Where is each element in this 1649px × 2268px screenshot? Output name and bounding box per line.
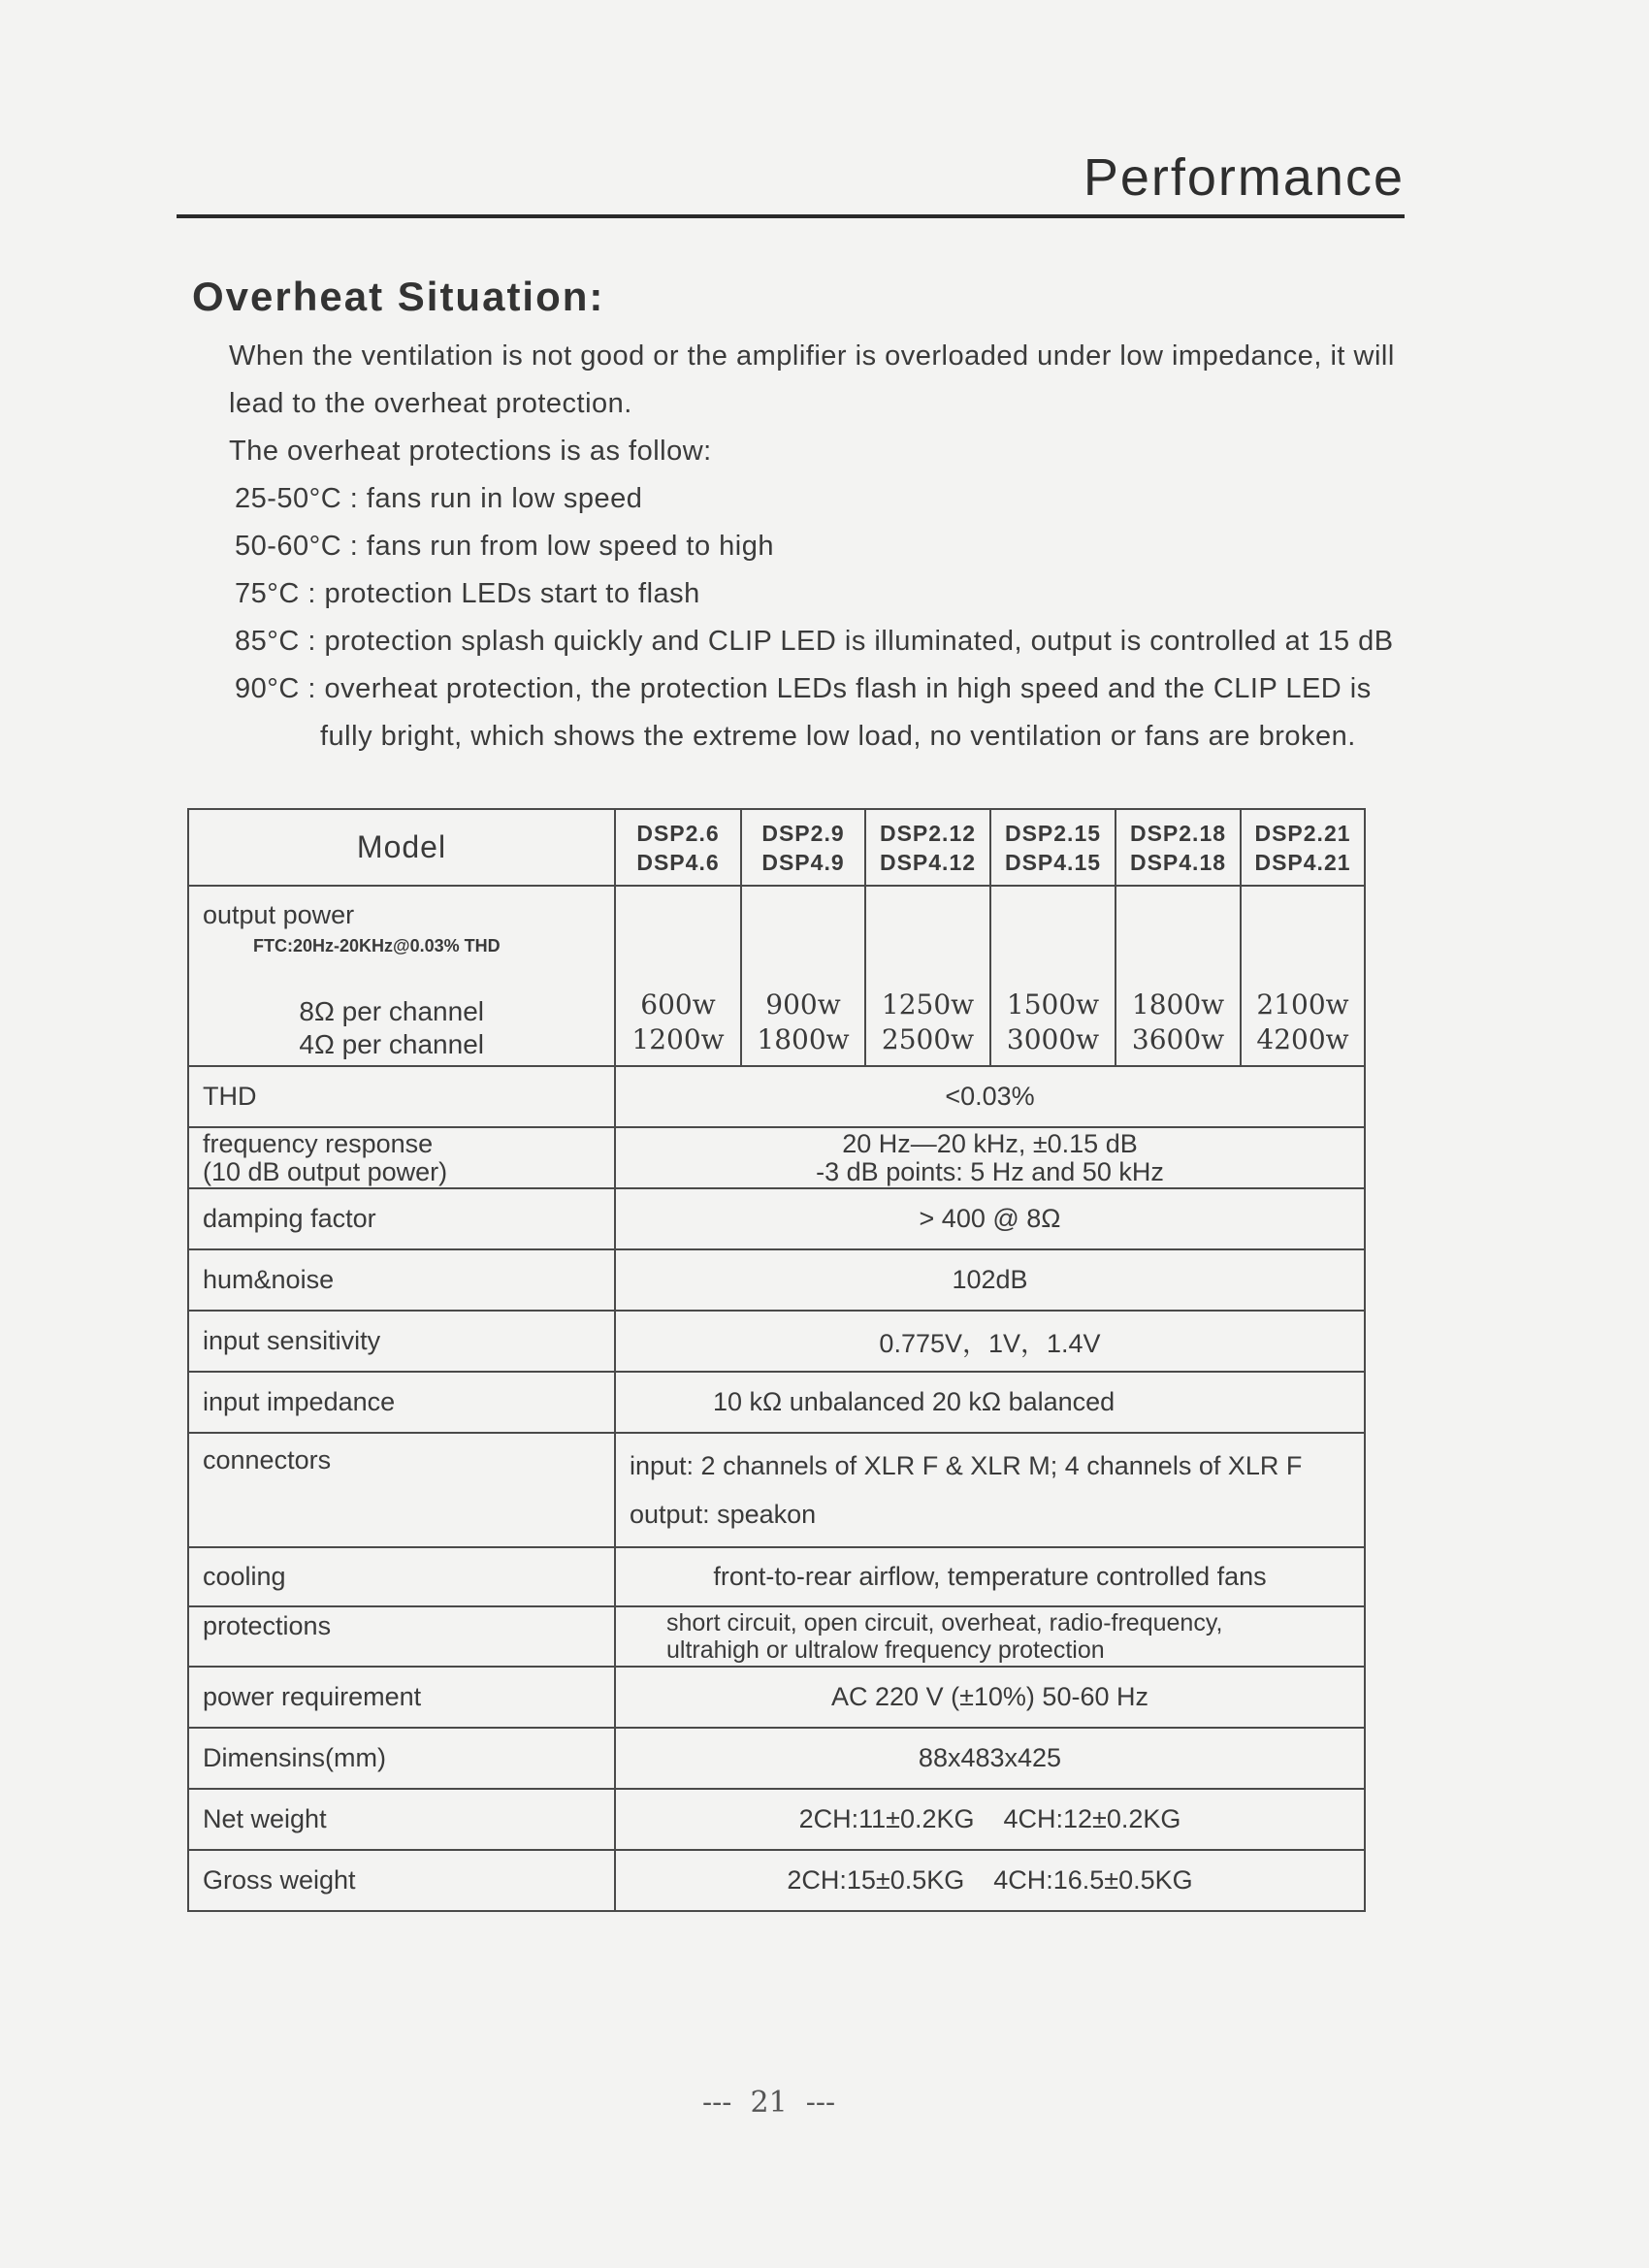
- protection-item: 85°C : protection splash quickly and CLIP LED is illuminated, output is controlled at 15 dB: [235, 626, 1394, 657]
- paragraph-line: lead to the overheat protection.: [229, 388, 632, 419]
- table-row-net-weight: [188, 1789, 1365, 1850]
- page-header-title: Performance: [1083, 148, 1405, 207]
- power-label: power requirement: [188, 1667, 615, 1728]
- table-row-sensitivity: [188, 1311, 1365, 1372]
- model-cell: [615, 809, 741, 886]
- connectors-value-cell: [615, 1433, 1365, 1547]
- power-cell: [615, 886, 741, 1066]
- net-weight-label: Net weight: [188, 1789, 615, 1850]
- power-4ohm: 3600w: [1131, 1023, 1225, 1055]
- model-4ch: DSP4.6: [636, 849, 720, 875]
- model-label: Model: [188, 809, 615, 886]
- section-heading: Overheat Situation:: [192, 274, 605, 319]
- table-row-impedance: [188, 1372, 1365, 1433]
- table-row-dimensions: [188, 1728, 1365, 1789]
- header-divider: [177, 214, 1405, 218]
- power-value: AC 220 V (±10%) 50-60 Hz: [615, 1667, 1365, 1728]
- model-cell: [1241, 809, 1365, 886]
- table-row-output-power: [188, 886, 1365, 1066]
- table-row-cooling: [188, 1547, 1365, 1606]
- protection-intro: The overheat protections is as follow:: [229, 436, 712, 467]
- model-2ch: DSP2.6: [636, 820, 720, 846]
- model-cell: [865, 809, 990, 886]
- table-row-thd: [188, 1066, 1365, 1127]
- model-4ch: DSP4.15: [1004, 849, 1102, 875]
- model-2ch: DSP2.9: [761, 820, 845, 846]
- power-8ohm: 2100w: [1256, 988, 1349, 1021]
- model-4ch: DSP4.12: [879, 849, 977, 875]
- model-cell: [1116, 809, 1241, 886]
- table-row-frequency: [188, 1127, 1365, 1188]
- power-8ohm: 600w: [640, 988, 716, 1021]
- impedance-label: input impedance: [188, 1372, 615, 1433]
- model-4ch: DSP4.9: [761, 849, 845, 875]
- protections-line: short circuit, open circuit, overheat, radio-frequency,: [666, 1609, 1223, 1636]
- output-power-label: output power: [203, 900, 355, 929]
- frequency-label-sub: (10 dB output power): [203, 1156, 448, 1186]
- table-row-power: [188, 1667, 1365, 1728]
- model-cell: [990, 809, 1116, 886]
- channel-8-ohm: 8Ω per channel: [299, 996, 484, 1026]
- frequency-value-cell: [615, 1127, 1365, 1188]
- model-2ch: DSP2.21: [1254, 820, 1351, 846]
- page-number: --- 21 ---: [702, 2086, 836, 2120]
- protection-item: 50-60°C : fans run from low speed to high: [235, 531, 774, 562]
- protection-item: 25-50°C : fans run in low speed: [235, 483, 643, 514]
- frequency-label: frequency response: [203, 1128, 434, 1158]
- impedance-value: 10 kΩ unbalanced 20 kΩ balanced: [615, 1372, 1365, 1433]
- thd-label: THD: [188, 1066, 615, 1127]
- gross-weight-label: Gross weight: [188, 1850, 615, 1911]
- table-row-connectors: [188, 1433, 1365, 1547]
- protections-label: protections: [188, 1606, 615, 1667]
- model-2ch: DSP2.12: [879, 820, 977, 846]
- net-weight-value: 2CH:11±0.2KG 4CH:12±0.2KG: [615, 1789, 1365, 1850]
- protections-line: ultrahigh or ultralow frequency protection: [666, 1636, 1105, 1664]
- power-4ohm: 1200w: [631, 1023, 725, 1055]
- power-8ohm: 900w: [765, 988, 841, 1021]
- power-cell: [741, 886, 865, 1066]
- model-2ch: DSP2.18: [1129, 820, 1227, 846]
- frequency-label-cell: [188, 1127, 615, 1188]
- damping-label: damping factor: [188, 1188, 615, 1249]
- power-cell: [990, 886, 1116, 1066]
- sensitivity-label: input sensitivity: [188, 1311, 615, 1372]
- sensitivity-value: 0.775V，1V，1.4V: [615, 1311, 1365, 1372]
- thd-value: <0.03%: [615, 1066, 1365, 1127]
- power-8ohm: 1800w: [1131, 988, 1225, 1021]
- paragraph-line: When the ventilation is not good or the amplifier is overloaded under low impedance, it will: [229, 340, 1395, 372]
- table-row-model: [188, 809, 1365, 886]
- power-cell: [1241, 886, 1365, 1066]
- protection-item: 90°C : overheat protection, the protection LEDs flash in high speed and the CLIP LED is: [235, 673, 1372, 704]
- model-cell: [741, 809, 865, 886]
- connectors-label: connectors: [188, 1433, 615, 1547]
- power-4ohm: 4200w: [1256, 1023, 1349, 1055]
- protections-value-cell: [615, 1606, 1365, 1667]
- connectors-input: input: 2 channels of XLR F & XLR M; 4 channels of XLR F: [630, 1451, 1303, 1480]
- gross-weight-value: 2CH:15±0.5KG 4CH:16.5±0.5KG: [615, 1850, 1365, 1911]
- power-4ohm: 1800w: [757, 1023, 850, 1055]
- table-row-damping: [188, 1188, 1365, 1249]
- cooling-label: cooling: [188, 1547, 615, 1606]
- frequency-range: 20 Hz—20 kHz, ±0.15 dB: [842, 1128, 1138, 1158]
- protection-item-continued: fully bright, which shows the extreme low load, no ventilation or fans are broken.: [320, 721, 1356, 752]
- table-row-hum-noise: [188, 1249, 1365, 1311]
- power-cell: [1116, 886, 1241, 1066]
- model-4ch: DSP4.18: [1129, 849, 1227, 875]
- spec-table: [187, 808, 1366, 1912]
- power-8ohm: 1250w: [881, 988, 975, 1021]
- connectors-output: output: speakon: [630, 1500, 817, 1529]
- table-row-protections: [188, 1606, 1365, 1667]
- power-4ohm: 2500w: [881, 1023, 975, 1055]
- overheat-description: [229, 333, 1490, 761]
- channel-4-ohm: 4Ω per channel: [299, 1029, 484, 1059]
- power-4ohm: 3000w: [1006, 1023, 1100, 1055]
- model-4ch: DSP4.21: [1254, 849, 1351, 875]
- model-2ch: DSP2.15: [1004, 820, 1102, 846]
- output-power-label-cell: [188, 886, 615, 1066]
- power-cell: [865, 886, 990, 1066]
- output-power-condition: FTC:20Hz-20KHz@0.03% THD: [253, 936, 501, 956]
- hum-noise-label: hum&noise: [188, 1249, 615, 1311]
- protection-item: 75°C : protection LEDs start to flash: [235, 578, 700, 609]
- hum-noise-value: 102dB: [615, 1249, 1365, 1311]
- frequency-points: -3 dB points: 5 Hz and 50 kHz: [816, 1156, 1164, 1186]
- dimensions-label: Dimensins(mm): [188, 1728, 615, 1789]
- table-row-gross-weight: [188, 1850, 1365, 1911]
- power-8ohm: 1500w: [1006, 988, 1100, 1021]
- output-power-channels: [189, 995, 614, 1061]
- dimensions-value: 88x483x425: [615, 1728, 1365, 1789]
- damping-value: > 400 @ 8Ω: [615, 1188, 1365, 1249]
- cooling-value: front-to-rear airflow, temperature controlled fans: [615, 1547, 1365, 1606]
